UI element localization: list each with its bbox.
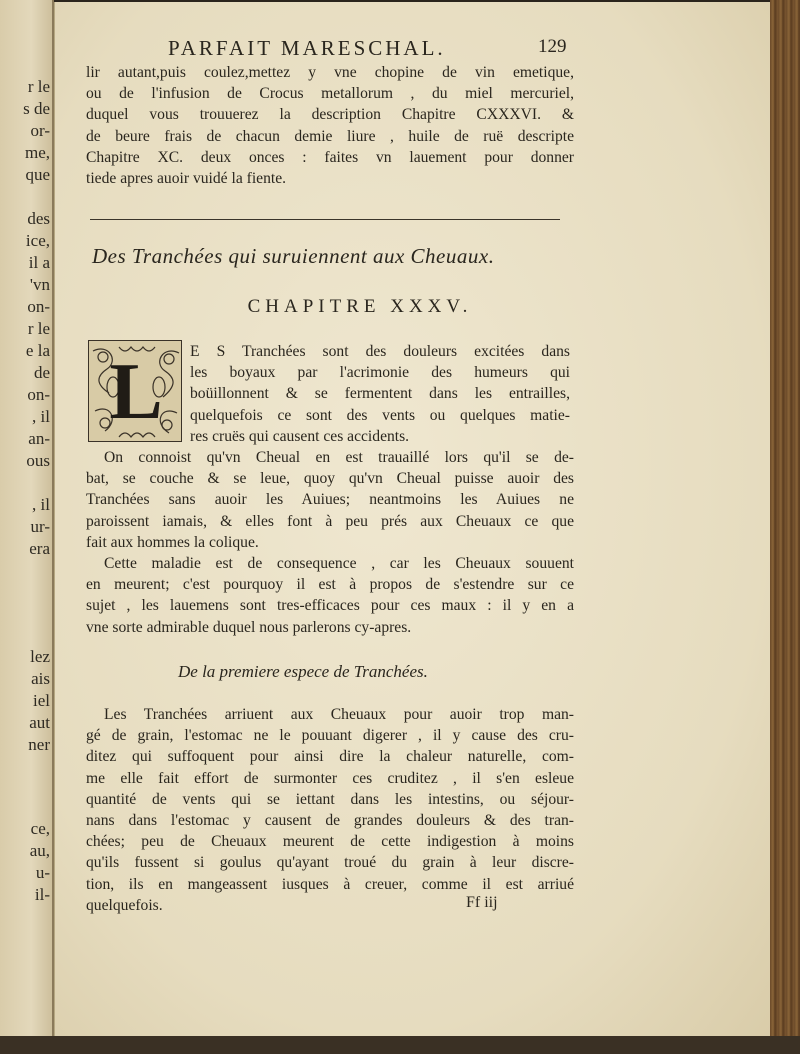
facing-page-text-fragment: ais [31,669,50,688]
facing-page-text-fragment: iel [33,691,50,710]
facing-page-text-fragment: que [25,165,50,184]
decorated-initial [88,340,182,442]
facing-page-text-fragment: , il [32,407,50,426]
text-line: quantité de vents qui se iettant dans les intestins, ou séjour- [86,790,574,808]
facing-page-text-fragment: ur- [30,517,50,536]
text-line: duquel vous trouuerez la description Chapitre CXXXVI. & [86,106,574,124]
text-line: On connoist qu'vn Cheual en est trauaillé lors qu'il se de- [104,449,574,466]
facing-page-text-fragment: on- [27,297,50,316]
text-line: quelquefois. [86,896,163,914]
facing-page-text-fragment: il a [28,253,50,272]
facing-page-text-fragment: r le [27,77,50,96]
facing-page-text-fragment: lez [30,647,50,666]
text-line: bat, se couche & se leue, quoy qu'vn Cheual puisse auoir des [86,470,574,488]
text-line: qu'ils fussent si goulus qu'ayant troué du grain à leur discre- [86,854,574,872]
text-line: chées; peu de Cheuaux meurent de cette indigestion à moins [86,833,574,851]
text-line: paroissent iamais, & elles font à peu prés aux Cheuaux ce que [86,512,574,530]
chapter-heading: CHAPITRE XXXV. [247,296,473,317]
text-line: Chapitre XC. deux onces : faites vn lauement pour donner [86,148,574,166]
text-line: tiede apres auoir vuidé la fiente. [86,169,287,187]
facing-page-text-fragment: an- [28,429,50,448]
facing-page-text-fragment: ous [26,451,50,470]
facing-page-text-fragment: era [29,539,50,558]
facing-page-text-fragment: au, [29,841,50,860]
text-line: gé de grain, l'estomac ne le pouuant digerer , il y cause des cru- [86,727,574,745]
book-fore-edge [770,0,800,1054]
page-number: 129 [538,36,567,57]
text-line: quelquefois ce sont des vents ou quelques matie- [190,406,570,424]
text-line: vne sorte admirable duquel nous parlerons cy-apres. [86,618,412,636]
chapter-text [86,447,574,638]
subsection-title: De la premiere espece de Tranchées. [178,662,428,681]
subsection-text [86,704,574,916]
facing-page-text-fragment: ice, [25,231,50,250]
text-line: fait aux hommes la colique. [86,533,259,551]
facing-page-text-fragment: 'vn [29,275,50,294]
text-line: boüillonnent & se fermentent dans les entrailles, [190,385,570,403]
text-line: ou de l'infusion de Crocus metallorum , du miel mercuriel, [86,85,574,103]
chapter-text-indented [190,341,570,447]
text-line: Les Tranchées arriuent aux Cheuaux pour auoir trop man- [104,706,574,723]
facing-page-text-fragment: or- [30,121,50,140]
text-line: nans dans l'estomac y causent de grandes douleurs & des tran- [86,811,574,829]
facing-page-text-fragment: aut [29,713,50,732]
text-line: Cette maladie est de consequence , car les Cheuaux souuent [104,554,574,572]
text-line: de beure frais de chacun demie liure , huile de ruë descripte [86,127,574,145]
section-title: Des Tranchées qui suruiennent aux Cheuaux. [92,244,495,268]
facing-page-text-fragment: on- [27,385,50,404]
running-title: PARFAIT MARESCHAL. [168,36,446,60]
text-line: en meurent; c'est pourquoy il est à propos de s'estendre sur ce [86,576,574,594]
text-line: Tranchées sans auoir les Auiues; neantmoins les Auiues ne [86,491,574,509]
text-line: ditez qui suffoquent pour ainsi dire la chaleur naturelle, com- [86,748,574,766]
facing-page-text-fragment: u- [35,863,50,882]
facing-page-text-fragment: r le [27,319,50,338]
text-line: me elle fait effort de surmonter ces cruditez , il s'en esleue [86,769,574,787]
facing-page-text-fragment: des [27,209,50,228]
facing-page-text-fragment: ner [28,735,50,754]
facing-page-text-fragment: s de [23,99,50,118]
facing-page-text-fragment: ce, [30,819,50,838]
intro-paragraph [86,62,574,189]
text-line: les boyaux par l'acrimonie des humeurs qui [190,364,570,382]
text-line: tion, ils en mangeassent iusques à creuer, comme il est arriué [86,875,574,893]
facing-page-text-fragment: de [33,363,50,382]
book-bottom-shadow [0,1036,800,1054]
text-line: sujet , les lauemens sont tres-efficaces pour ces maux : il y en a [86,597,574,615]
facing-page-edge [0,0,54,1038]
text-line: res cruës qui causent ces accidents. [190,427,410,445]
facing-page-text-fragment: e la [25,341,50,360]
initial-letter: L [109,348,163,436]
facing-page-text-fragment: il- [34,885,50,904]
text-line: lir autant,puis coulez,mettez y vne chopine de vin emetique, [86,64,574,81]
text-line: E S Tranchées sont des douleurs excitées dans [190,343,570,360]
signature-mark: Ff iij [466,894,498,911]
facing-page-text-fragment: me, [24,143,50,162]
section-divider [90,219,560,220]
facing-page-text-fragment: , il [32,495,50,514]
